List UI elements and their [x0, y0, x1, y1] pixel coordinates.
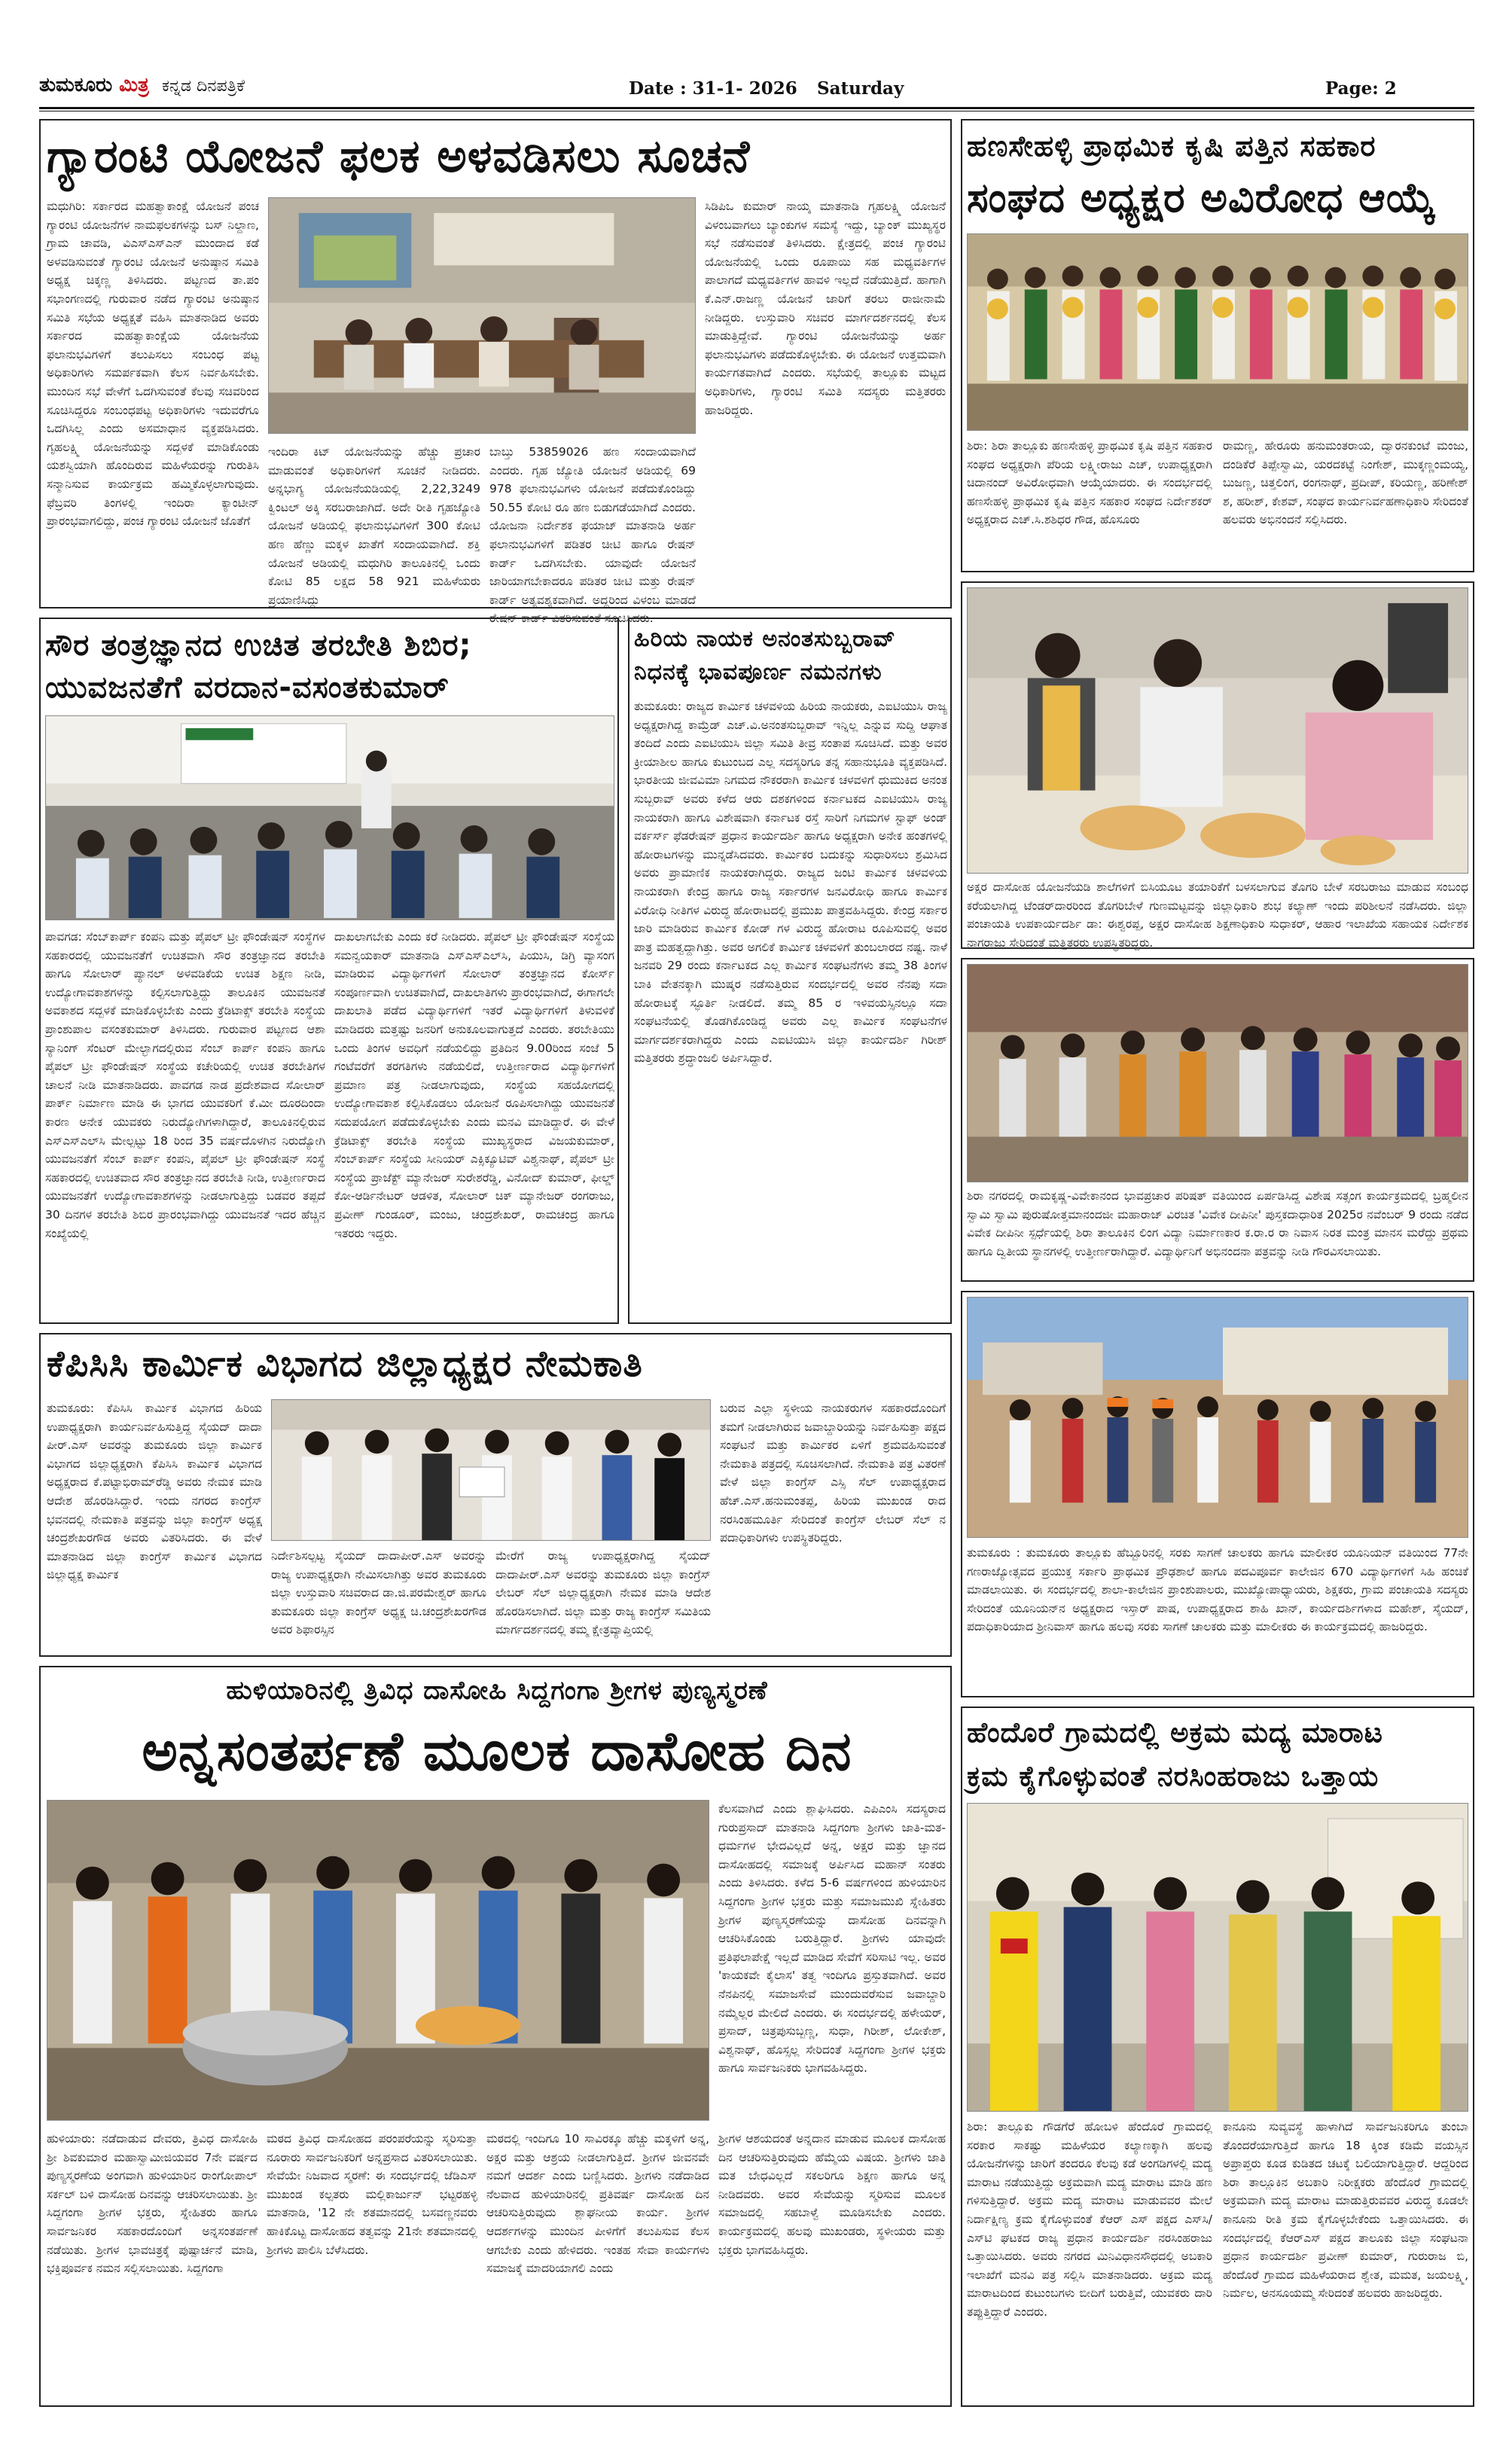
body-tribute: ತುಮಕೂರು: ರಾಜ್ಯದ ಕಾರ್ಮಿಕ ಚಳವಳಿಯ ಹಿರಿಯ ನಾಯಕರು, ಎಐಟಿಯುಸಿ ರಾಜ್ಯ ಅಧ್ಯಕ್ಷರಾಗಿದ್ದ ಕಾಮ್ರೆಡ್ ಎಚ್.ವಿ.ಅನಂತಸುಬ್ಬರಾವ್ ಇನ್ನಿಲ್ಲ ಎನ್ನುವ ಸುದ್ದಿ ಆಘಾತ ತಂದಿದೆ ಎಂದು ಎಐಟಿಯುಸಿ ಜಿಲ್ಲಾ ಸಮಿತಿ ತೀವ್ರ ಸಂತಾಪ ಸೂಚಿಸಿದೆ. ಮತ್ತು ಅವರ ಕ್ರೀಯಾಶೀಲ ಹಾಗೂ ಕುಟುಂಬದ ಎಲ್ಲ ಸದಸ್ಯರಿಗೂ ತನ್ನ ಸಹಾನುಭೂತಿ ವ್ಯಕ್ತಪಡಿಸಿದೆ. ಭಾರತೀಯ ಜೀವವಿಮಾ ನಿಗಮದ ನೌಕರರಾಗಿ ಕಾರ್ಮಿಕ ಚಳವಳಿಗೆ ಧುಮುಕಿದ ಅನಂತ ಸುಬ್ಬರಾವ್ ಅವರು ಕಳೆದ ಆರು ದಶಕಗಳಿಂದ ಕರ್ನಾಟಕದ ಎಐಟಿಯುಸಿ ರಾಜ್ಯ ನಾಯಕರಾಗಿ ಹಾಗೂ ವಿಶೇಷವಾಗಿ ಕರ್ನಾಟಕ ರಸ್ತೆ ಸಾರಿಗೆ ನಿಗಮಗಳ ಸ್ಟಾಫ್ ಅಂಡ್ ವರ್ಕರ್ಸ್ ಫೆಡರೇಷನ್ ಪ್ರಧಾನ ಕಾರ್ಯದರ್ಶಿ ಹಾಗೂ ಅಧ್ಯಕ್ಷರಾಗಿ ಅನೇಕ ಹಂತಗಳಲ್ಲಿ ಹೋರಾಟಗಳನ್ನು ಮುನ್ನಡೆಸಿದವರು. ಕಾರ್ಮಿಕರ ಬದುಕನ್ನು ಸುಧಾರಿಸಲು ಶ್ರಮಿಸಿದ ಅವರು ಪ್ರಾಮಾಣಿಕ ನಾಯಕರಾಗಿದ್ದರು. ರಾಜ್ಯದ ಜಂಟಿ ಕಾರ್ಮಿಕ ಚಳವಳಿಯ ನಾಯಕರಾಗಿ ಕೇಂದ್ರ ಹಾಗೂ ರಾಜ್ಯ ಸರ್ಕಾರಗಳ ಜನವಿರೋಧಿ ಹಾಗೂ ಕಾರ್ಮಿಕ ವಿರೋಧಿ ನೀತಿಗಳ ವಿರುದ್ಧ ಹೋರಾಟದಲ್ಲಿ ಪ್ರಮುಖ ಪಾತ್ರವಹಿಸಿದ್ದರು. ಕೇಂದ್ರ ಸರ್ಕಾರ ಜಾರಿ ಮಾಡಿರುವ ಕಾರ್ಮಿಕ ಕೋಡ್ ಗಳ ವಿರುದ್ಧ ಹೋರಾಟ ರೂಪಿಸುವಲ್ಲಿ ಅವರ ಪಾತ್ರ ಮಹತ್ವದ್ದಾಗಿತ್ತು. ಅವರ ಅಗಲಿಕೆ ಕಾರ್ಮಿಕ ಚಳವಳಿಗೆ ತುಂಬಲಾರದ ನಷ್ಟ. ನಾಳೆ ಜನವರಿ 29 ರಂದು ಕರ್ನಾಟಕದ ಎಲ್ಲ ಕಾರ್ಮಿಕ ಸಂಘಟನೆಗಳು ತಮ್ಮ 38 ತಿಂಗಳ ಬಾಕಿ ವೇತನಕ್ಕಾಗಿ ಮುಷ್ಕರ ನಡೆಸುತ್ತಿರುವ ಸಂದರ್ಭದಲ್ಲಿ ಅವರ ನೆನಪು ಸದಾ ಹೋರಾಟಕ್ಕೆ ಸ್ಫೂರ್ತಿ ನೀಡಲಿದೆ. ತಮ್ಮ 85 ರ ಇಳಿವಯಸ್ಸಿನಲ್ಲೂ ಸದಾ ಸಂಘಟನೆಯಲ್ಲಿ ತೊಡಗಿಕೊಂಡಿದ್ದ ಅವರು ಎಲ್ಲ ಕಾರ್ಮಿಕ ಸಂಘಟನೆಗಳ ಮಾರ್ಗದರ್ಶಕರಾಗಿದ್ದರು ಎಂದು ಎಐಟಿಯುಸಿ ಜಿಲ್ಲಾ ಕಾರ್ಯದರ್ಶಿ ಗಿರೀಶ್ ಮತ್ತಿತರರು ಶ್ರದ್ಧಾಂಜಲಿ ಅರ್ಪಿಸಿದ್ದಾರೆ. [634, 700, 947, 1066]
kicker-dasoha-day: ಹುಳಿಯಾರಿನಲ್ಲಿ ತ್ರಿವಿಧ ದಾಸೋಹಿ ಸಿದ್ದಗಂಗಾ ಶ್ರೀಗಳ ಪುಣ್ಯಸ್ಮರಣೆ [226, 1676, 768, 1706]
masthead-brand [39, 74, 245, 97]
body-dasoha-day-side: ಕೆಲಸವಾಗಿದೆ ಎಂದು ಶ್ಲಾಘಿಸಿದರು. ಎಪಿಎಂಸಿ ಸದಸ್ಯರಾದ ಗುರುಪ್ರಸಾದ್ ಮಾತನಾಡಿ ಸಿದ್ದಗಂಗಾ ಶ್ರೀಗಳು ಜಾತಿ-ಮತ-ಧರ್ಮಗಳ ಭೇದವಿಲ್ಲದೆ ಅನ್ನ, ಅಕ್ಷರ ಮತ್ತು ಜ್ಞಾನದ ದಾಸೋಹದಲ್ಲಿ ಸಮಾಜಕ್ಕೆ ಅರ್ಪಿಸಿದ ಮಹಾನ್ ಸಂತರು ಎಂದು ತಿಳಿಸಿದರು. ಕಳೆದ 5-6 ವರ್ಷಗಳಿಂದ ಹುಳಿಯಾರಿನ ಸಿದ್ದಗಂಗಾ ಶ್ರೀಗಳ ಭಕ್ತರು ಮತ್ತು ಸಮಾಜಮುಖಿ ಸ್ನೇಹಿತರು ಶ್ರೀಗಳ ಪುಣ್ಯಸ್ಮರಣೆಯನ್ನು ದಾಸೋಹ ದಿನವನ್ನಾಗಿ ಆಚರಿಸಿಕೊಂಡು ಬರುತ್ತಿದ್ದಾರೆ. ಶ್ರೀಗಳು ಯಾವುದೇ ಪ್ರತಿಫಲಾಪೇಕ್ಷೆ ಇಲ್ಲದೆ ಮಾಡಿದ ಸೇವೆಗೆ ಸರಿಸಾಟಿ ಇಲ್ಲ. ಅವರ 'ಕಾಯಕವೇ ಕೈಲಾಸ' ತತ್ವ ಇಂದಿಗೂ ಪ್ರಸ್ತುತವಾಗಿದೆ. ಅವರ ನೆನಪಿನಲ್ಲಿ ಸಮಾಜಸೇವೆ ಮುಂದುವರೆಸುವ ಜವಾಬ್ದಾರಿ ನಮ್ಮೆಲ್ಲರ ಮೇಲಿದೆ ಎಂದರು. ಈ ಸಂದರ್ಭದಲ್ಲಿ ಹಳೇಯರ್, ಪ್ರಸಾದ್, ಚಿತ್ರಪುಸುಬ್ಬಣ್ಣ, ಸುಧಾ, ಗಿರೀಶ್, ಲೋಕೇಶ್, ವಿಶ್ವನಾಥ್, ಹೊಸ್ಸಲ್ಲ ಸೇರಿದಂತೆ ಸಿದ್ದಗಂಗಾ ಶ್ರೀಗಳ ಭಕ್ತರು ಹಾಗೂ ಸಾರ್ವಜನಿಕರು ಭಾಗವಹಿಸಿದ್ದರು. [718, 1802, 946, 2076]
body-guarantee-col4: ಸಿಡಿಪಿಒ ಕುಮಾರ್ ನಾಯ್ಕ ಮಾತನಾಡಿ ಗೃಹಲಕ್ಷ್ಮಿ ಯೋಜನೆ ವಿಳಂಬವಾಗಲು ಬ್ಯಾಂಕುಗಳ ಸಮಸ್ಯೆ ಇದ್ದು, ಬ್ಯಾಂಕ್ ಮುಖ್ಯಸ್ಥರ ಸಭೆ ನಡೆಸುವಂತೆ ತಿಳಿಸಿದರು. ಕ್ಷೇತ್ರದಲ್ಲಿ ಪಂಚ ಗ್ಯಾರಂಟಿ ಯೋಜನೆಯಲ್ಲಿ ಒಂದು ರೂಪಾಯಿ ಸಹ ಮಧ್ಯವರ್ತಿಗಳ ಪಾಲಾಗದೆ ಮಧ್ಯವರ್ತಿಗಳ ಹಾವಳಿ ಇಲ್ಲದೆ ನಡೆಯುತ್ತಿದೆ. ಹಾಗಾಗಿ ಕೆ.ಎನ್.ರಾಜಣ್ಣ ಯೋಜನೆ ಜಾರಿಗೆ ತರಲು ರಾಜೀನಾಮೆ ನೀಡಿದ್ದರು. ಉಸ್ತುವಾರಿ ಸಚಿವರ ಮಾರ್ಗದರ್ಶನದಲ್ಲಿ ಕೆಲಸ ಮಾಡುತ್ತಿದ್ದೇವೆ. ಗ್ಯಾರಂಟಿ ಯೋಜನೆಯನ್ನು ಅರ್ಹ ಫಲಾನುಭವಿಗಳು ಪಡೆದುಕೊಳ್ಳಬೇಕು. ಈ ಯೋಜನೆ ಉತ್ತಮವಾಗಿ ಕಾರ್ಯಗತವಾಗಿದೆ ಎಂದರು. ಸಭೆಯಲ್ಲಿ ತಾಲ್ಲೂಕು ಮಟ್ಟದ ಅಧಿಕಾರಿಗಳು, ಗ್ಯಾರಂಟಿ ಸಮಿತಿ ಸದಸ್ಯರು ಮತ್ತಿತರರು ಹಾಜರಿದ್ದರು. [705, 200, 946, 417]
headline-liquor-line1: ಹೆಂದೊರೆ ಗ್ರಾಮದಲ್ಲಿ ಅಕ್ರಮ ಮದ್ಯ ಮಾರಾಟ [967, 1716, 1383, 1749]
body-kpcc-col4: ಬರುವ ಎಲ್ಲಾ ಸ್ಥಳೀಯ ನಾಯಕರುಗಳ ಸಹಕಾರದೊಂದಿಗೆ ತಮಗೆ ನೀಡಲಾಗಿರುವ ಜವಾಬ್ದಾರಿಯನ್ನು ನಿರ್ವಹಿಸುತ್ತಾ ಪಕ್ಷದ ಸಂಘಟನೆ ಮತ್ತು ಕಾರ್ಮಿಕರ ಏಳಿಗೆ ಶ್ರಮವಹಿಸುವಂತೆ ನೇಮಕಾತಿ ಪತ್ರದಲ್ಲಿ ಸೂಚಿಸಲಾಗಿದೆ. ನೇಮಕಾತಿ ಪತ್ರ ವಿತರಣೆ ವೇಳೆ ಜಿಲ್ಲಾ ಕಾಂಗ್ರೆಸ್ ಎಸ್ಸಿ ಸೆಲ್ ಉಪಾಧ್ಯಕ್ಷರಾದ ಹೆಚ್.ಎಸ್.ಹನುಮಂತಪ್ಪ, ಹಿರಿಯ ಮುಖಂಡ ರಾದ ನರಸಿಂಹಮೂರ್ತಿ ಸೇರಿದಂತೆ ಕಾಂಗ್ರೆಸ್ ಲೇಬರ್ ಸೆಲ್ ನ ಪದಾಧಿಕಾರಿಗಳು ಉಪಸ್ಥಿತರಿದ್ದರು. [720, 1402, 946, 1545]
body-solar-col1: ಪಾವಗಡ: ಸೆಂಬ್‌ಕಾರ್ಪ್ ಕಂಪನಿ ಮತ್ತು ಪೈಪಲ್ ಟ್ರೀ ಫೌಂಡೇಷನ್ ಸಂಸ್ಥೆಗಳ ಸಹಕಾರದಲ್ಲಿ ಯುವಜನತೆಗೆ ಉಚಿತವಾಗಿ ಸೌರ ತಂತ್ರಜ್ಞಾನದ ತರಬೇತಿ ಹಾಗೂ ಸೋಲಾರ್ ಪ್ಯಾನಲ್ ಅಳವಡಿಕೆಯ ಉಚಿತ ಶಿಕ್ಷಣ ನೀಡಿ, ಉದ್ಯೋಗಾವಕಾಶಗಳನ್ನು ಕಲ್ಪಿಸಲಾಗುತ್ತಿದ್ದು ತಾಲೂಕಿನ ಯುವಜನತೆ ಅವಕಾಶದ ಸದ್ಬಳಕೆ ಮಾಡಿಕೊಳ್ಳಬೇಕು ಎಂದು ಕ್ರೆಡಿಟಾಕ್ಸ್ ತರಬೇತಿ ಸಂಸ್ಥೆಯ ಪ್ರಾಂಶುಪಾಲ ವಸಂತಕುಮಾರ್ ತಿಳಿಸಿದರು. ಗುರುವಾರ ಪಟ್ಟಣದ ಆಶಾ ಸ್ಯಾನಿಂಗ್ ಸೆಂಟರ್ ಮೇಲ್ಭಾಗದಲ್ಲಿರುವ ಸೆಂಬ್ ಕಾರ್ಪ್ ಕಂಪನಿ ಹಾಗೂ ಪೈಪಲ್ ಟ್ರೀ ಫೌಂಡೇಷನ್ ಸಂಸ್ಥೆಯ ಕಚೇರಿಯಲ್ಲಿ ಉಚಿತ ತರಬೇತಿಗಳ ಚಾಲನೆ ನೀಡಿ ಮಾತನಾಡಿದರು. ಪಾವಗಡ ನಾಡ ಪ್ರದೇಶವಾದ ಸೋಲಾರ್ ಪಾರ್ಕ್ ನಿರ್ಮಾಣ ಮಾಡಿ ಈ ಭಾಗದ ಯುವಕರಿಗೆ ಕೆ.ಮೀ ದೂರದಿಂದಾ ಕಾರಣ ಅನೇಕ ಯುವಕರು ನಿರುದ್ಯೋಗಿಗಳಾಗಿದ್ದಾರೆ, ತಾಲೂಕಿನಲ್ಲಿರುವ ಎಸ್‌ಎಸ್‌ಎಲ್‌ಸಿ ಮೇಲ್ಪಟ್ಟು 18 ರಿಂದ 35 ವರ್ಷದೊಳಗಿನ ನಿರುದ್ಯೋಗಿ ಯುವಜನತೆಗೆ ಸೆಂಬ್ ಕಾರ್ಪ್ ಕಂಪನಿ, ಪೈಪಲ್ ಟ್ರೀ ಫೌಂಡೇಷನ್ ಸಂಸ್ಥೆ ಸಹಕಾರದಲ್ಲಿ ಉಚಿತವಾದ ಸೌರ ತಂತ್ರಜ್ಞಾನದ ತರಬೇತಿ ನೀಡಿ, ಉತ್ತೀರ್ಣರಾದ ಯುವಜನತೆಗೆ ಉದ್ಯೋಗಾವಕಾಶಗಳನ್ನು ನೀಡಲಾಗುತ್ತಿದ್ದು ಬಡವರ ತಪ್ಪದೆ 30 ದಿನಗಳ ತರಬೇತಿ ಶಿಬಿರ ಪ್ರಾರಂಭವಾಗಿದ್ದು ಯುವಜನತೆ ಇದರ ಹೆಚ್ಚಿನ ಸಂಖ್ಯೆಯಲ್ಲಿ [45, 930, 325, 1240]
headline-solar-line2: ಯುವಜನತೆಗೆ ವರದಾನ-ವಸಂತಕುಮಾರ್ [45, 670, 450, 705]
caption-dal-inspection: ಅಕ್ಷರ ದಾಸೋಹ ಯೋಜನೆಯಡಿ ಶಾಲೆಗಳಿಗೆ ಬಿಸಿಯೂಟ ತಯಾರಿಕೆಗೆ ಬಳಸಲಾಗುವ ತೊಗರಿ ಬೇಳೆ ಸರಬರಾಜು ಮಾಡುವ ಸಂಬಂಧ ಕರೆಯಲಾಗಿದ್ದ ಟೆಂಡರ್‌ದಾರರಿಂದ ತೊಗರಿಬೇಳೆ ಗುಣಮಟ್ಟವನ್ನು ಜಿಲ್ಲಾಧಿಕಾರಿ ಶುಭ ಕಲ್ಯಾಣ್ ಇಂದು ಪರಿಶೀಲನೆ ನಡೆಸಿದರು. ಜಿಲ್ಲಾ ಪಂಚಾಯತಿ ಉಪಕಾರ್ಯದರ್ಶಿ ಡಾ: ಈಶ್ವರಪ್ಪ, ಅಕ್ಷರ ದಾಸೋಹ ಶಿಕ್ಷಣಾಧಿಕಾರಿ ಸುಧಾಕರ್, ಆಹಾರ ಇಲಾಖೆಯ ಸಹಾಯಕ ನಿರ್ದೇಶಕ ನಾಗರಾಜು ಸೇರಿದಂತೆ ಮತ್ತಿತರರು ಉಪಸ್ಥಿತರಿದ್ದರು. [967, 880, 1468, 950]
issue-day: Saturday [817, 78, 904, 99]
headline-cooperative-line2: ಸಂಘದ ಅಧ್ಯಕ್ಷರ ಅವಿರೋಧ ಆಯ್ಕೆ [967, 174, 1436, 221]
headline-dasoha-day: ಅನ್ನಸಂತರ್ಪಣೆ ಮೂಲಕ ದಾಸೋಹ ದಿನ [142, 1719, 852, 1783]
photo-guarantee-meeting [268, 197, 696, 434]
masthead-rule [39, 107, 1474, 109]
page-number: Page: 2 [1325, 78, 1397, 99]
body-liquor-col2: ಕಾನೂನು ಸುವ್ಯವಸ್ಥೆ ಹಾಳಾಗಿದೆ ಸಾರ್ವಜನಿಕರಿಗೂ ತುಂಬಾ ತೊಂದರೆಯಾಗುತ್ತಿದೆ ಹಾಗೂ 18 ಕ್ಕಿಂತ ಕಡಿಮೆ ವಯಸ್ಸಿನ ಅಪ್ರಾಪ್ತರು ಕೂಡ ಕುಡಿತದ ಚಟಕ್ಕೆ ಬಲಿಯಾಗುತ್ತಿದ್ದಾರೆ. ಆದ್ದರಿಂದ ಶಿರಾ ತಾಲ್ಲೂಕಿನ ಅಬಕಾರಿ ನಿರೀಕ್ಷಕರು ಹೆಂದೊರೆ ಗ್ರಾಮದಲ್ಲಿ ಅಕ್ರಮವಾಗಿ ಮದ್ಯ ಮಾರಾಟ ಮಾಡುತ್ತಿರುವವರ ವಿರುದ್ಧ ಕೂಡಲೇ ಕಾನೂನು ರೀತಿ ಕ್ರಮ ಕೈಗೊಳ್ಳಬೇಕೆಂದು ಒತ್ತಾಯಿಸಿದರು. ಈ ಸಂದರ್ಭದಲ್ಲಿ ಕೆಆರ್‌ಎಸ್ ಪಕ್ಷದ ತಾಲೂಕು ಜಿಲ್ಲಾ ಸಂಘಟನಾ ಪ್ರಧಾನ ಕಾರ್ಯದರ್ಶಿ ಪ್ರವೀಣ್ ಕುಮಾರ್, ಗುರುರಾಜ ಬಿ, ಹೆಂದೊರೆ ಗ್ರಾಮದ ಮಹಿಳೆಯರಾದ ಶ್ವೇತ, ಮಮತ, ಜಯಲಕ್ಷ್ಮಿ, ನಿರ್ಮಲ, ಅನಸೂಯಮ್ಮ ಸೇರಿದಂತೆ ಹಲವರು ಹಾಜರಿದ್ದರು. [1223, 2120, 1468, 2301]
body-kpcc-col2: ನಿರ್ದೇಶಿಸಲ್ಪಟ್ಟ ಸೈಯದ್ ದಾದಾಪೀರ್.ಎಸ್ ಅವರನ್ನು ರಾಜ್ಯ ಉಪಾಧ್ಯಕ್ಷರಾಗಿ ನೇಮಿಸಲಾಗಿತ್ತು ಅವರ ತುಮಕೂರು ಜಿಲ್ಲಾ ಉಸ್ತುವಾರಿ ಸಚಿವರಾದ ಡಾ.ಜಿ.ಪರಮೇಶ್ವರ್ ಹಾಗೂ ತುಮಕೂರು ಜಿಲ್ಲಾ ಕಾಂಗ್ರೆಸ್ ಅಧ್ಯಕ್ಷ ಚಿ.ಚಂದ್ರಶೇಖರಗೌಡ ಅವರ ಶಿಫಾರಸ್ಸಿನ [271, 1549, 486, 1637]
photo-school-sweets [967, 1297, 1468, 1538]
headline-tribute-line1: ಹಿರಿಯ ನಾಯಕ ಅನಂತಸುಬ್ಬರಾವ್ [634, 626, 896, 652]
caption-cooperative-col2: ರಾಮಣ್ಣ, ಹೇರೂರು ಹನುಮಂತರಾಯ, ದ್ವಾರನಕುಂಟೆ ಮಂಜು, ದಂಡಿಕೆರೆ ತಿಪ್ಪೇಸ್ವಾಮಿ, ಯರದಕಟ್ಟೆ ನಿಂಗೇಶ್, ಮುಕ್ಕಣ್ಣಂಮಯ್ಯ, ಬುಜಣ್ಣ, ಚಿತ್ತಲಿಂಗ, ರಂಗನಾಥ್, ಪ್ರದೀಪ್, ಕರಿಯಣ್ಣ, ಹರಿಣೇಶ್ ಶ, ಹರೀಶ್, ಕೇಶವ್, ಸಂಘದ ಕಾರ್ಯನಿರ್ವಹಣಾಧಿಕಾರಿ ಸೇರಿದಂತೆ ಹಲವರು ಅಭಿನಂದನೆ ಸಲ್ಲಿಸಿದರು. [1223, 439, 1468, 527]
body-guarantee-col2: ಇಂದಿರಾ ಕಿಟ್ ಯೋಜನೆಯನ್ನು ಹೆಚ್ಚು ಪ್ರಚಾರ ಮಾಡುವಂತೆ ಅಧಿಕಾರಿಗಳಿಗೆ ಸೂಚನೆ ನೀಡಿದರು. ಅನ್ನಭಾಗ್ಯ ಯೋಜನೆಯಡಿಯಲ್ಲಿ 2,22,3249 ಕ್ವಿಂಟಲ್ ಅಕ್ಕಿ ಸರಬರಾಜಾಗಿದೆ. ಅದೇ ರೀತಿ ಗೃಹಜ್ಯೋತಿ ಯೋಜನೆ ಅಡಿಯಲ್ಲಿ ಫಲಾನುಭವಿಗಳಿಗೆ 300 ಕೋಟಿ ಹಣ ಹೆಣ್ಣು ಮಕ್ಕಳ ಖಾತೆಗೆ ಸಂದಾಯವಾಗಿದೆ. ಶಕ್ತಿ ಯೋಜನೆ ಅಡಿಯಲ್ಲಿ ಮಧುಗಿರಿ ತಾಲೂಕಿನಲ್ಲಿ ಒಂದು ಕೋಟಿ 85 ಲಕ್ಷದ 58 921 ಮಹಿಳೆಯರು ಪ್ರಯಾಣಿಸಿದ್ದು [268, 445, 480, 607]
photo-solar-banner: semcorp [189, 727, 240, 739]
headline-guarantee: ಗ್ಯಾರಂಟಿ ಯೋಜನೆ ಫಲಕ ಅಳವಡಿಸಲು ಸೂಚನೆ [47, 130, 751, 183]
photo-cooperative-felicitation [967, 233, 1468, 431]
body-guarantee-col3: ಬಾಬ್ತು 53859026 ಹಣ ಸಂದಾಯವಾಗಿದೆ ಎಂದರು. ಗೃಹ ಜ್ಯೋತಿ ಯೋಜನೆ ಅಡಿಯಲ್ಲಿ 69 978 ಫಲಾನುಭವಿಗಳು ಯೋಜನೆ ಪಡೆದುಕೊಂಡಿದ್ದು 50.55 ಕೋಟಿ ರೂ ಹಣ ಬಿಡುಗಡೆಯಾಗಿದೆ ಎಂದರು. ಯೋಜನಾ ನಿರ್ದೇಶಕ ಫಯಾಜ್ ಮಾತನಾಡಿ ಅರ್ಹ ಫಲಾನುಭವಿಗಳಿಗೆ ಪಡಿತರ ಚೀಟಿ ಹಾಗೂ ರೇಷನ್ ಕಾರ್ಡ್ ಒದಗಿಸಬೇಕು. ಯಾವುದೇ ಯೋಜನೆ ಜಾರಿಯಾಗಬೇಕಾದರೂ ಪಡಿತರ ಚೀಟಿ ಮತ್ತು ರೇಷನ್ ಕಾರ್ಡ್ ಅತ್ಯವಶ್ಯಕವಾಗಿದೆ. ಅದ್ದರಿಂದ ವಿಳಂಬ ಮಾಡದೆ ರೇಷನ್ ಕಾರ್ಡ್ ವಿತರಿಸುವಂತೆ ಸೂಚಿಸಿದರು. [489, 445, 696, 626]
body-solar-col2: ದಾಖಲಾಗಬೇಕು ಎಂದು ಕರೆ ನೀಡಿದರು. ಪೈಪಲ್ ಟ್ರೀ ಫೌಂಡೇಷನ್ ಸಂಸ್ಥೆಯ ಸಮನ್ವಯಕಾರ್ ಮಾತನಾಡಿ ಎಸ್‌ಎಸ್‌ಎಲ್‌ಸಿ, ಪಿಯುಸಿ, ಡಿಗ್ರಿ ವ್ಯಾಸಂಗ ಮಾಡಿರುವ ವಿದ್ಯಾರ್ಥಿಗಳಿಗೆ ಸೋಲಾರ್ ತಂತ್ರಜ್ಞಾನದ ಕೋರ್ಸ್ ಸಂಪೂರ್ಣವಾಗಿ ಉಚಿತವಾಗಿದೆ, ದಾಖಲಾತಿಗಳು ಪ್ರಾರಂಭವಾಗಿದೆ, ಈಗಾಗಲೇ ದಾಖಲಾತಿ ಪಡೆದ ವಿದ್ಯಾರ್ಥಿಗಳಿಗೆ ಇತರೆ ವಿದ್ಯಾರ್ಥಿಗಳಿಗೆ ತಿಳುವಳಿಕೆ ಮಾಡಿದರು ಮತ್ತಷ್ಟು ಜನರಿಗೆ ಅನುಕೂಲವಾಗುತ್ತದೆ ಎಂದರು. ತರಬೇತಿಯು ಒಂದು ತಿಂಗಳ ಅವಧಿಗೆ ನಡೆಯಲಿದ್ದು ಪ್ರತಿದಿನ 9.00ರಿಂದ ಸಂಜೆ 5 ಗಂಟೆವರೆಗೆ ತರಗತಿಗಳು ನಡೆಯಲಿದೆ, ಉತ್ತೀರ್ಣರಾದ ವಿದ್ಯಾರ್ಥಿಗಳಿಗೆ ಪ್ರಮಾಣ ಪತ್ರ ನೀಡಲಾಗುವುದು, ಸಂಸ್ಥೆಯ ಸಹಯೋಗದಲ್ಲಿ ಉದ್ಯೋಗಾವಕಾಶ ಕಲ್ಪಿಸಿಕೊಡಲು ಯೋಜನೆ ರೂಪಿಸಲಾಗಿದ್ದು ಯುವಜನತೆ ಸದುಪಯೋಗ ಪಡೆದುಕೊಳ್ಳಬೇಕು ಎಂದು ಮನವಿ ಮಾಡಿದ್ದಾರೆ. ಈ ವೇಳೆ ಕ್ರೆಡಿಟಾಕ್ಸ್ ತರಬೇತಿ ಸಂಸ್ಥೆಯ ಮುಖ್ಯಸ್ಥರಾದ ವಿಜಯಕುಮಾರ್, ಸೆಂಬ್‌ಕಾರ್ಪ್ ಸಂಸ್ಥೆಯ ಸೀನಿಯರ್ ಎಕ್ಸಿಕ್ಯೂಟಿವ್ ವಿಶ್ವನಾಥ್, ಪೈಪಲ್ ಟ್ರೀ ಸಂಸ್ಥೆಯ ಪ್ರಾಜೆಕ್ಟ್ ಮ್ಯಾನೇಜರ್ ಸುರೇಶರೆಡ್ಡಿ, ವಿನೋದ್ ಕುಮಾರ್, ಫೀಲ್ಡ್ ಕೋ-ಆರ್ಡಿನೇಟರ್ ಆಡಳಿತ, ಸೋಲಾರ್ ಚಿಕ್ ಮ್ಯಾನೇಜರ್ ರಂಗರಾಜು, ಪ್ರವೀಣ್ ಗುಂಡೂರ್, ಮಂಜು, ಚಂದ್ರಶೇಖರ್, ರಾಮಚಂದ್ರ ಹಾಗೂ ಇತರರು ಇದ್ದರು. [334, 930, 614, 1240]
body-dasoha-day-col3: ಮಠದಲ್ಲಿ ಇಂದಿಗೂ 10 ಸಾವಿರಕ್ಕೂ ಹೆಚ್ಚು ಮಕ್ಕಳಿಗೆ ಅನ್ನ, ಅಕ್ಷರ ಮತ್ತು ಆಶ್ರಯ ನೀಡಲಾಗುತ್ತಿದೆ. ಶ್ರೀಗಳ ಜೀವನವೇ ನಮಗೆ ಆದರ್ಶ ಎಂದು ಬಣ್ಣಿಸಿದರು. ಶ್ರೀಗಳು ನಡೆದಾಡಿದ ನೆಲವಾದ ಹುಳಿಯಾರಿನಲ್ಲಿ ಪ್ರತಿವರ್ಷ ದಾಸೋಹ ದಿನ ಆಚರಿಸುತ್ತಿರುವುದು ಶ್ಲಾಘನೀಯ ಕಾರ್ಯ. ಶ್ರೀಗಳ ಆದರ್ಶಗಳನ್ನು ಮುಂದಿನ ಪೀಳಿಗೆಗೆ ತಲುಪಿಸುವ ಕೆಲಸ ಆಗಬೇಕು ಎಂದು ಹೇಳಿದರು. ಇಂತಹ ಸೇವಾ ಕಾರ್ಯಗಳು ಸಮಾಜಕ್ಕೆ ಮಾದರಿಯಾಗಲಿ ಎಂದು [486, 2132, 709, 2276]
caption-sira-event: ಶಿರಾ ನಗರದಲ್ಲಿ ರಾಮಕೃಷ್ಣ-ವಿವೇಕಾನಂದ ಭಾವಪ್ರಚಾರ ಪರಿಷತ್ ವತಿಯಿಂದ ಏರ್ಪಡಿಸಿದ್ದ ವಿಶೇಷ ಸತ್ಸಂಗ ಕಾರ್ಯಕ್ರಮದಲ್ಲಿ ಬ್ರಹ್ಮಲೀನ ಸ್ವಾಮಿ ಸ್ವಾಮಿ ಪುರುಷೋತ್ತಮಾನಂದಜೀ ಮಹಾರಾಜ್ ವಿರಚಿತ 'ವಿವೇಕ ದೀಪಿನೀ' ಪುಸ್ತಕದಾಧಾರಿತ 2025ರ ನವೆಂಬರ್ 9 ರಂದು ನಡೆದ ವಿವೇಕ ದೀಪಿನೀ ಸ್ಪರ್ಧೆಯಲ್ಲಿ ಶಿರಾ ತಾಲೂಕಿನ ಲಿಂಗ ವಿದ್ಯಾ ನಿರ್ಮಾಣಕಾರ ಕ.ರಾ.ರ ರಾ ನಿವಾಸ ನಿರತ ಮಂತ್ರ ಮಾನಸ ಮರೆದ್ದು ಪ್ರಥಮ ಹಾಗೂ ದ್ವಿತೀಯ ಸ್ಥಾನಗಳಲ್ಲಿ ಉತ್ತೀರ್ಣರಾಗಿದ್ದಾರೆ. ವಿದ್ಯಾರ್ಥಿನಿಗೆ ಅಭಿನಂದನಾ ಪತ್ರವನ್ನು ನೀಡಿ ಗೌರವಿಸಲಾಯಿತು. [967, 1189, 1468, 1258]
headline-liquor-line2: ಕ್ರಮ ಕೈಗೊಳ್ಳುವಂತೆ ನರಸಿಂಹರಾಜು ಒತ್ತಾಯ [967, 1760, 1379, 1792]
photo-dasoha-day [47, 1800, 709, 2121]
headline-cooperative-line1: ಹಣಸೇಹಳ್ಳಿ ಪ್ರಾಥಮಿಕ ಕೃಷಿ ಪತ್ತಿನ ಸಹಕಾರ [967, 130, 1376, 163]
photo-liquor-petition [967, 1803, 1468, 2112]
photo-kpcc-appointment [271, 1399, 711, 1541]
body-kpcc-col1: ತುಮಕೂರು: ಕೆಪಿಸಿಸಿ ಕಾರ್ಮಿಕ ವಿಭಾಗದ ಹಿರಿಯ ಉಪಾಧ್ಯಕ್ಷರಾಗಿ ಕಾರ್ಯನಿರ್ವಹಿಸುತ್ತಿದ್ದ ಸೈಯದ್ ದಾದಾ ಪೀರ್.ಎಸ್ ಅವರನ್ನು ತುಮಕೂರು ಜಿಲ್ಲಾ ಕಾರ್ಮಿಕ ವಿಭಾಗದ ಜಿಲ್ಲಾಧ್ಯಕ್ಷರಾಗಿ ಕೆಪಿಸಿಸಿ ಕಾರ್ಮಿಕ ವಿಭಾಗದ ಅಧ್ಯಕ್ಷರಾದ ಕೆ.ಪಟ್ಟಾಭಿರಾಮ್‌ರೆಡ್ಡಿ ಅವರು ನೇಮಕ ಮಾಡಿ ಆದೇಶ ಹೊರಡಿಸಿದ್ದಾರೆ. ಇಂದು ನಗರದ ಕಾಂಗ್ರೆಸ್ ಭವನದಲ್ಲಿ ನೇಮಕಾತಿ ಪತ್ರವನ್ನು ಜಿಲ್ಲಾ ಕಾಂಗ್ರೆಸ್ ಅಧ್ಯಕ್ಷ ಚಂದ್ರಶೇಖರಗೌಡ ಅವರು ವಿತರಿಸಿದರು. ಈ ವೇಳೆ ಮಾತನಾಡಿದ ಜಿಲ್ಲಾ ಕಾಂಗ್ರೆಸ್ ಕಾರ್ಮಿಕ ವಿಭಾಗದ ಜಿಲ್ಲಾಧ್ಯಕ್ಷ ಕಾರ್ಮಿಕ [47, 1402, 262, 1582]
body-liquor-col1: ಶಿರಾ: ತಾಲ್ಲೂಕು ಗೌಡಗೆರೆ ಹೋಬಳಿ ಹೆಂದೊರೆ ಗ್ರಾಮದಲ್ಲಿ ಸರಕಾರ ಸಾಕಷ್ಟು ಮಹಿಳೆಯರ ಕಲ್ಯಾಣಕ್ಕಾಗಿ ಹಲವು ಯೋಜನೆಗಳನ್ನು ಜಾರಿಗೆ ತಂದರೂ ಕೆಲವು ಕಡೆ ಅಂಗಡಿಗಳಲ್ಲಿ ಮದ್ಯ ಮಾರಾಟ ನಡೆಯುತ್ತಿದ್ದು ಅಕ್ರಮವಾಗಿ ಮದ್ಯ ಮಾರಾಟ ಮಾಡಿ ಹಣ ಗಳಿಸುತ್ತಿದ್ದಾರೆ. ಅಕ್ರಮ ಮದ್ಯ ಮಾರಾಟ ಮಾಡುವವರ ಮೇಲೆ ನಿರ್ದಾಕ್ಷಿಣ್ಯ ಕ್ರಮ ಕೈಗೊಳ್ಳುವಂತೆ ಕೆಆರ್ ಎಸ್ ಪಕ್ಷದ ಎಸ್‌ಸಿ/ಎಸ್‌ಟಿ ಘಟಕದ ರಾಜ್ಯ ಪ್ರಧಾನ ಕಾರ್ಯದರ್ಶಿ ನರಸಿಂಹರಾಜು ಒತ್ತಾಯಿಸಿದರು. ಅವರು ನಗರದ ಮಿನಿವಿಧಾನಸೌಧದಲ್ಲಿ ಅಬಕಾರಿ ಇಲಾಖೆಗೆ ಮನವಿ ಪತ್ರ ಸಲ್ಲಿಸಿ ಮಾತನಾಡಿದರು. ಅಕ್ರಮ ಮದ್ಯ ಮಾರಾಟದಿಂದ ಕುಟುಂಬಗಳು ಬೀದಿಗೆ ಬರುತ್ತಿವೆ, ಯುವಕರು ದಾರಿ ತಪ್ಪುತ್ತಿದ್ದಾರೆ ಎಂದರು. [967, 2120, 1212, 2319]
body-dasoha-day-col2: ಮಠದ ತ್ರಿವಿಧ ದಾಸೋಹದ ಪರಂಪರೆಯನ್ನು ಸ್ಮರಿಸುತ್ತಾ ನೂರಾರು ಸಾರ್ವಜನಿಕರಿಗೆ ಅನ್ನಪ್ರಸಾದ ವಿತರಿಸಲಾಯಿತು. ಸೇವೆಯೇ ನಿಜವಾದ ಸ್ಮರಣೆ: ಈ ಸಂದರ್ಭದಲ್ಲಿ ಜೆಡಿಎಸ್ ಮುಖಂಡ ಕಲ್ಪತರು ಮಲ್ಲಿಕಾರ್ಜುನ್ ಭಟ್ಟರಹಳ್ಳಿ ಮಾತನಾಡಿ, '12 ನೇ ಶತಮಾನದಲ್ಲಿ ಬಸವಣ್ಣನವರು ಹಾಕಿಕೊಟ್ಟ ದಾಸೋಹದ ತತ್ವವನ್ನು 21ನೇ ಶತಮಾನದಲ್ಲಿ ಶ್ರೀಗಳು ಪಾಲಿಸಿ ಬೆಳೆಸಿದರು. [267, 2132, 477, 2257]
caption-cooperative-col1: ಶಿರಾ: ಶಿರಾ ತಾಲ್ಲೂಕು ಹಣಸೇಹಳ್ಳಿ ಪ್ರಾಥಮಿಕ ಕೃಷಿ ಪತ್ತಿನ ಸಹಕಾರ ಸಂಘದ ಅಧ್ಯಕ್ಷರಾಗಿ ಪೆರಿಯ ಲಕ್ಷ್ಮೀರಾಜು ಎಚ್, ಉಪಾಧ್ಯಕ್ಷರಾಗಿ ಚಿದಾನಂದ್ ಅವಿರೋಧವಾಗಿ ಆಯ್ಕೆಯಾದರು. ಈ ಸಂದರ್ಭದಲ್ಲಿ ಹಣಸೇಹಳ್ಳಿ ಪ್ರಾಥಮಿಕ ಕೃಷಿ ಪತ್ತಿನ ಸಹಕಾರ ಸಂಘದ ನಿರ್ದೇಶಕರ್ ಅಧ್ಯಕ್ಷರಾದ ಎಚ್.ಸಿ.ಶಶಿಧರ ಗೌಡ, ಹೊಸೂರು [967, 439, 1212, 527]
body-guarantee-col1: ಮಧುಗಿರಿ: ಸರ್ಕಾರದ ಮಹತ್ವಾಕಾಂಕ್ಷೆ ಯೋಜನೆ ಪಂಚ ಗ್ಯಾರಂಟಿ ಯೋಜನೆಗಳ ನಾಮಫಲಕಗಳನ್ನು ಬಸ್ ನಿಲ್ದಾಣ, ಗ್ರಾಮ ಚಾವಡಿ, ವಿಎಸ್‌ಎಸ್‌ಎನ್ ಮುಂದಾದ ಕಡೆ ಅಳವಡಿಸುವಂತೆ ಗ್ಯಾರಂಟಿ ಯೋಜನೆ ಅನುಷ್ಠಾನ ಸಮಿತಿ ಅಧ್ಯಕ್ಷ ಚಿಕ್ಕಣ್ಣ ತಿಳಿಸಿದರು. ಪಟ್ಟಣದ ತಾ.ಪಂ ಸಭಾಂಗಣದಲ್ಲಿ ಗುರುವಾರ ನಡೆದ ಗ್ಯಾರಂಟಿ ಅನುಷ್ಠಾನ ಸಮಿತಿ ಸಭೆಯ ಅಧ್ಯಕ್ಷತೆ ವಹಿಸಿ ಮಾತನಾಡಿದ ಅವರು ಸರ್ಕಾರದ ಮಹತ್ವಾಕಾಂಕ್ಷೆಯ ಯೋಜನೆಯ ಫಲಾನುಭವಿಗಳಿಗೆ ತಲುಪಿಸಲು ಸಂಬಂಧ ಪಟ್ಟ ಅಧಿಕಾರಿಗಳು ಸಮರ್ಪಕವಾಗಿ ಕೆಲಸ ನಿರ್ವಹಿಸಬೇಕು. ಮುಂದಿನ ಸಭೆ ವೇಳೆಗೆ ಒದಗಿಸುವಂತೆ ಕೆಲವು ಸಚಿವರಿಂದ ಸೂಚಿಸಿದ್ದರೂ ಸಂಬಂಧಪಟ್ಟ ಅಧಿಕಾರಿಗಳು ಇದುವರೆಗೂ ಒದಗಿಸಿಲ್ಲ ಎಂದು ಅಸಮಾಧಾನ ವ್ಯಕ್ತಪಡಿಸಿದರು. ಗೃಹಲಕ್ಷ್ಮಿ ಯೋಜನೆಯನ್ನು ಸದ್ಬಳಕೆ ಮಾಡಿಕೊಂಡು ಯಶಸ್ವಿಯಾಗಿ ಹೊಂದಿರುವ ಮಹಿಳೆಯರನ್ನು ಗುರುತಿಸಿ ಸನ್ಮಾನಿಸುವ ಕಾರ್ಯಕ್ರಮ ಹಮ್ಮಿಕೊಳ್ಳಲಾಗುವುದು. ಫೆಬ್ರವರಿ ತಿಂಗಳಲ್ಲಿ ಇಂದಿರಾ ಕ್ಯಾಂಟೀನ್ ಪ್ರಾರಂಭವಾಗಲಿದ್ದು, ಪಂಚ ಗ್ಯಾರಂಟಿ ಯೋಜನೆ ಜೊತೆಗೆ [47, 200, 259, 529]
issue-date: Date : 31-1- 2026 [629, 78, 797, 99]
brand-name-accent: ಮಿತ್ರ [119, 74, 149, 96]
photo-sira-event [967, 964, 1468, 1182]
photo-dal-inspection [967, 587, 1468, 874]
headline-solar-line1: ಸೌರ ತಂತ್ರಜ್ಞಾನದ ಉಚಿತ ತರಬೇತಿ ಶಿಬಿರ; [45, 628, 472, 663]
brand-name: ತುಮಕೂರು [39, 74, 113, 96]
photo-solar-training [45, 715, 614, 920]
caption-school-sweets: ತುಮಕೂರು : ತುಮಕೂರು ತಾಲ್ಲೂಕು ಹೆಬ್ಬೂರಿನಲ್ಲಿ ಸರಕು ಸಾಗಣೆ ಚಾಲಕರು ಹಾಗೂ ಮಾಲೀಕರ ಯೂನಿಯನ್ ವತಿಯಿಂದ 77ನೇ ಗಣರಾಜ್ಯೋತ್ಸವದ ಪ್ರಯುಕ್ತ ಸರ್ಕಾರಿ ಪ್ರಾಥಮಿಕ ಪ್ರೌಢಶಾಲೆ ಹಾಗೂ ಪದವಿಪೂರ್ವ ಕಾಲೇಜಿನ 670 ವಿದ್ಯಾರ್ಥಿಗಳಿಗೆ ಸಿಹಿ ಹಂಚಿಕೆ ಮಾಡಲಾಯಿತು. ಈ ಸಂದರ್ಭದಲ್ಲಿ ಶಾಲಾ-ಕಾಲೇಜಿನ ಪ್ರಾಂಶುಪಾಲರು, ಮುಖ್ಯೋಪಾಧ್ಯಾಯರು, ಶಿಕ್ಷಕರು, ಗ್ರಾಮ ಪಂಚಾಯತಿ ಸದಸ್ಯರು ಸೇರಿದಂತೆ ಯೂನಿಯನ್‌ನ ಅಧ್ಯಕ್ಷರಾದ ಇಸ್ತಾರ್ ಪಾಷ, ಉಪಾಧ್ಯಕ್ಷರಾದ ಶಾಹಿ ಖಾನ್, ಕಾರ್ಯದರ್ಶಿಗಳಾದ ಮಹೇಶ್, ಸೈಯದ್, ಪದಾಧಿಕಾರಿಯಾದ ಶ್ರೀನಿವಾಸ್ ಹಾಗೂ ಹಲವು ಸರಕು ಸಾಗಣೆ ಚಾಲಕರು ಮತ್ತು ಮಾಲೀಕರು ಈ ಕಾರ್ಯಕ್ರಮದಲ್ಲಿ ಹಾಜರಿದ್ದರು. [967, 1546, 1468, 1634]
body-dasoha-day-col4: ಶ್ರೀಗಳ ಆಶಯದಂತೆ ಅನ್ನದಾನ ಮಾಡುವ ಮೂಲಕ ದಾಸೋಹ ದಿನ ಆಚರಿಸುತ್ತಿರುವುದು ಹೆಮ್ಮೆಯ ವಿಷಯ. ಶ್ರೀಗಳು ಜಾತಿ ಮತ ಬೇಧವಿಲ್ಲದೆ ಸಕಲರಿಗೂ ಶಿಕ್ಷಣ ಹಾಗೂ ಅನ್ನ ನೀಡಿದವರು. ಅವರ ಸೇವೆಯನ್ನು ಸ್ಮರಿಸುವ ಮೂಲಕ ಸಮಾಜದಲ್ಲಿ ಸಹಬಾಳ್ವೆ ಮೂಡಿಸಬೇಕು ಎಂದರು. ಕಾರ್ಯಕ್ರಮದಲ್ಲಿ ಹಲವು ಮುಖಂಡರು, ಸ್ಥಳೀಯರು ಮತ್ತು ಭಕ್ತರು ಭಾಗವಹಿಸಿದ್ದರು. [718, 2132, 946, 2257]
body-kpcc-col3: ಮೇರೆಗೆ ರಾಜ್ಯ ಉಪಾಧ್ಯಕ್ಷರಾಗಿದ್ದ ಸೈಯದ್ ದಾದಾಪೀರ್.ಎಸ್ ಅವರನ್ನು ತುಮಕೂರು ಜಿಲ್ಲಾ ಕಾಂಗ್ರೆಸ್ ಲೇಬರ್ ಸೆಲ್ ಜಿಲ್ಲಾಧ್ಯಕ್ಷರಾಗಿ ನೇಮಕ ಮಾಡಿ ಆದೇಶ ಹೊರಡಿಸಲಾಗಿದೆ. ಜಿಲ್ಲಾ ಮತ್ತು ರಾಜ್ಯ ಕಾಂಗ್ರೆಸ್ ಸಮಿತಿಯ ಮಾರ್ಗದರ್ಶನದಲ್ಲಿ ತಮ್ಮ ಕ್ಷೇತ್ರವ್ಯಾಪ್ತಿಯಲ್ಲಿ [495, 1549, 711, 1637]
brand-tagline: ಕನ್ನಡ ದಿನಪತ್ರಿಕೆ [161, 77, 245, 96]
headline-tribute-line2: ನಿಧನಕ್ಕೆ ಭಾವಪೂರ್ಣ ನಮನಗಳು [634, 659, 883, 685]
headline-kpcc: ಕೆಪಿಸಿಸಿ ಕಾರ್ಮಿಕ ವಿಭಾಗದ ಜಿಲ್ಲಾಧ್ಯಕ್ಷರ ನೇಮಕಾತಿ [47, 1343, 643, 1385]
body-dasoha-day-col1: ಹುಳಿಯಾರು: ನಡೆದಾಡುವ ದೇವರು, ತ್ರಿವಿಧ ದಾಸೋಹಿ ಶ್ರೀ ಶಿವಕುಮಾರ ಮಹಾಸ್ವಾಮೀಜಿಯವರ 7ನೇ ವರ್ಷದ ಪುಣ್ಯಸ್ಮರಣೆಯ ಅಂಗವಾಗಿ ಹುಳಿಯಾರಿನ ರಾಂಗೋಪಾಲ್ ಸರ್ಕಲ್ ಬಳಿ ದಾಸೋಹ ದಿನವನ್ನು ಆಚರಿಸಲಾಯಿತು. ಶ್ರೀ ಸಿದ್ದಗಂಗಾ ಶ್ರೀಗಳ ಭಕ್ತರು, ಸ್ನೇಹಿತರು ಹಾಗೂ ಸಾರ್ವಜನಿಕರ ಸಹಕಾರದೊಂದಿಗೆ ಅನ್ನಸಂತರ್ಪಣೆ ನಡೆಯಿತು. ಶ್ರೀಗಳ ಭಾವಚಿತ್ರಕ್ಕೆ ಪುಷ್ಪಾರ್ಚನೆ ಮಾಡಿ, ಭಕ್ತಿಪೂರ್ವಕ ನಮನ ಸಲ್ಲಿಸಲಾಯಿತು. ಸಿದ್ದಗಂಗಾ [47, 2132, 258, 2276]
